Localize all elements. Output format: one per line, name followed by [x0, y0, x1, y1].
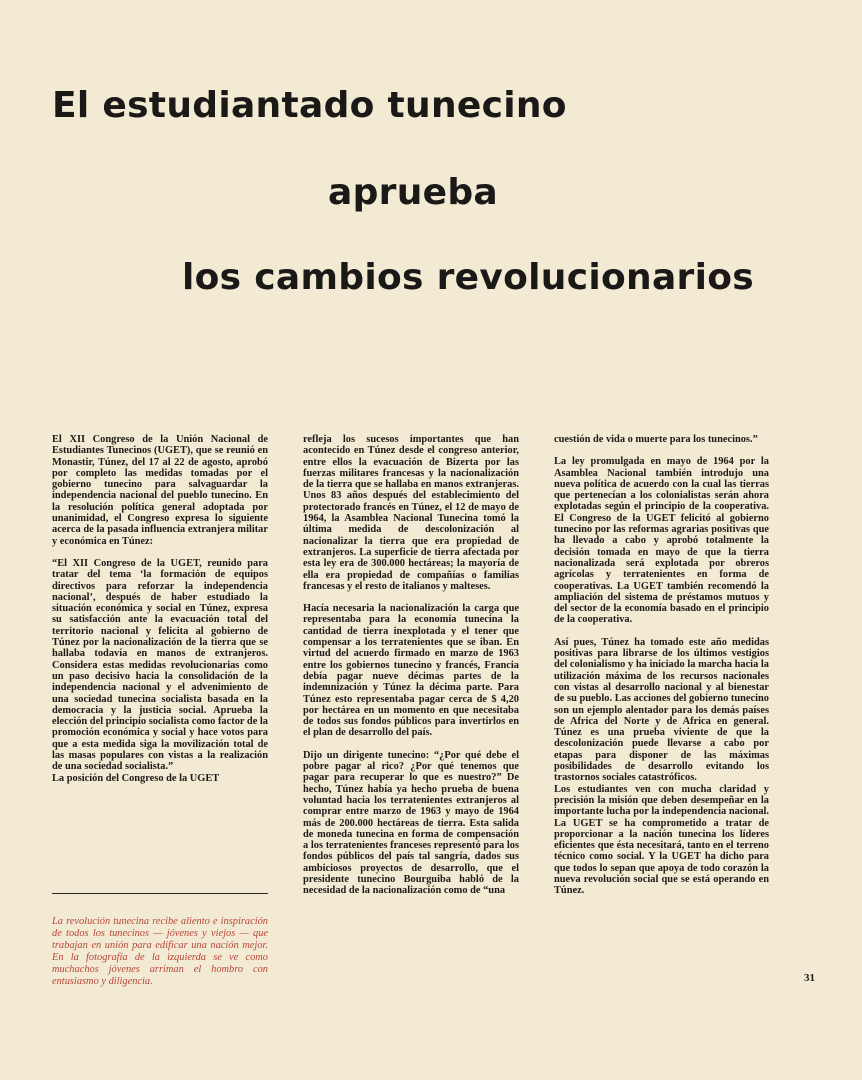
paragraph: La posición del Congreso de la UGET — [52, 772, 220, 784]
photo-caption: La revolución tunecina recibe aliento e inspiración de todos los tunecinos — jóvenes y viejos — que trabajan en unión para edificar una nación mejor. En la fotografía de la izquierda se ve como muchachos jóvenes arriman el hombro con entusiasmo y diligencia. — [52, 916, 268, 987]
paragraph: “El XII Congreso de la UGET, reunido para tratar del tema ‘la formación de equipos directivos para reforzar la independencia nacional’, después de haber estudiado la situación económica y social en Túnez, expresa su satisfacción ante la evacuación total del territorio nacional y felicita al gobierno de Túnez por la nacionalización de la tierra que se hallaba todavía en manos de extranjeros. Considera estas medidas revolucionarias como un paso decisivo hacia la consolidación de la independencia nacional y el advenimiento de una sociedad tunecina socialista basada en la democracia y la justicia social. Aprueba la elección del principio socialista como factor de la promoción económica y social y hace votos para que a esta medida siga la movilización total de las masas populares con vistas a la realización de una sociedad socialista.” — [52, 557, 268, 773]
headline-line-3: los cambios revolucionarios — [182, 257, 755, 298]
article-column-2 — [303, 434, 519, 908]
article-column-1 — [52, 434, 268, 795]
paragraph: Dijo un dirigente tunecino: “¿Por qué debe el pobre pagar al rico? ¿Por qué tenemos que pagar para recuperar lo que es nuestro?” De hecho, Túnez había ya hecho prueba de buena voluntad hacia los terratenientes extranjeros al comprar entre marzo de 1963 y mayo de 1964 más de 200.000 hectáreas de tierra. Esta salida de moneda tunecina en forma de compensación a los terratenientes franceses representó para los fondos públicos del país tal sangría, dados sus ambiciosos proyectos de desarrollo, que el presidente tunecino Bourguiba habló de la necesidad de la nacionalización como de “una — [303, 749, 519, 897]
headline-line-1: El estudiantado tunecino — [52, 85, 567, 126]
paragraph: refleja los sucesos importantes que han acontecido en Túnez desde el congreso anterior, entre ellos la evacuación de Bizerta por las fuerzas militares francesas y la nacionalización de la tierra que se hallaba en manos extranjeras. Unos 83 años después del establecimiento del protectorado francés en Túnez, el 12 de mayo de 1964, la Asamblea Nacional Tunecina tomó la última medida de descolonización al nacionalizar la tierra que era propiedad de extranjeros. La superficie de tierra afectada por esta ley era de 300.000 hectáreas; la mayoría de ella era propiedad de compañías o familias francesas y el resto de italianos y malteses. — [303, 434, 519, 592]
paragraph: El XII Congreso de la Unión Nacional de Estudiantes Tunecinos (UGET), que se reunió en Monastir, Túnez, del 17 al 22 de agosto, aprobó por completo las medidas tomadas por el gobierno tunecino para salvaguardar la independencia nacional del pueblo tunecino. En la resolución política general adoptada por unanimidad, el Congreso expresa lo siguiente acerca de la pasada influencia extranjera militar y económica en Túnez: — [52, 434, 268, 547]
caption-divider — [52, 893, 268, 894]
article-column-3 — [554, 434, 769, 908]
headline-line-2: aprueba — [328, 172, 499, 213]
paragraph: cuestión de vida o muerte para los tunecinos.” — [554, 434, 758, 445]
paragraph: La ley promulgada en mayo de 1964 por la Asamblea Nacional también introdujo una nueva política de acuerdo con la cual las tierras que pertenecían a los colonialistas serán ahora explotadas según el principio de la cooperativa. El Congreso de la UGET felicitó al gobierno tunecino por las reformas agrarias positivas que ha llevado a cabo y aprobó totalmente la decisión tomada en mayo de que la tierra nacionalizada será explotada por obreros agrícolas y terratenientes en forma de cooperativas. La UGET también recomendó la ampliación del sistema de préstamos mutuos y del sector de la economía basado en el principio de la cooperativa. — [554, 456, 769, 626]
page-number: 31 — [804, 972, 815, 984]
paragraph: Los estudiantes ven con mucha claridad y precisión la misión que deben desempeñar en la importante lucha por la independencia nacional. La UGET se ha comprometido a tratar de proporcionar a la nación tunecina los líderes eficientes que ésta necesitará, tanto en el terreno técnico como social. Y la UGET ha dicho para que todos lo sepan que apoya de todo corazón la nueva revolución social que se está operando en Túnez. — [554, 783, 769, 897]
paragraph: Hacía necesaria la nacionalización la carga que representaba para la economía tunecina la cantidad de tierra inexplotada y el tener que compensar a los terratenientes que se iban. En virtud del acuerdo firmado en marzo de 1963 entre los gobiernos tunecino y francés, Francia debía pagar nueve décimas partes de la indemnización y Túnez la décima parte. Para Túnez esto representaba pagar cerca de $ 4,20 por hectárea en un momento en que necesitaba de todos sus fondos públicos para invertirlos en el plan de desarrollo del país. — [303, 603, 519, 739]
paragraph: Así pues, Túnez ha tomado este año medidas positivas para librarse de los últimos vestigios del colonialismo y ha iniciado la marcha hacia la utilización máxima de los recursos nacionales con vistas al desarrollo nacional y al bienestar de su pueblo. Las acciones del gobierno tunecino son un ejemplo alentador para los demás países de Africa del Norte y de Africa en general. Túnez es una prueba viviente de que la descolonización puede llevarse a cabo por etapas para disponer de las máximas posibilidades de desarrollo evitando los trastornos sociales catastróficos. — [554, 636, 769, 784]
